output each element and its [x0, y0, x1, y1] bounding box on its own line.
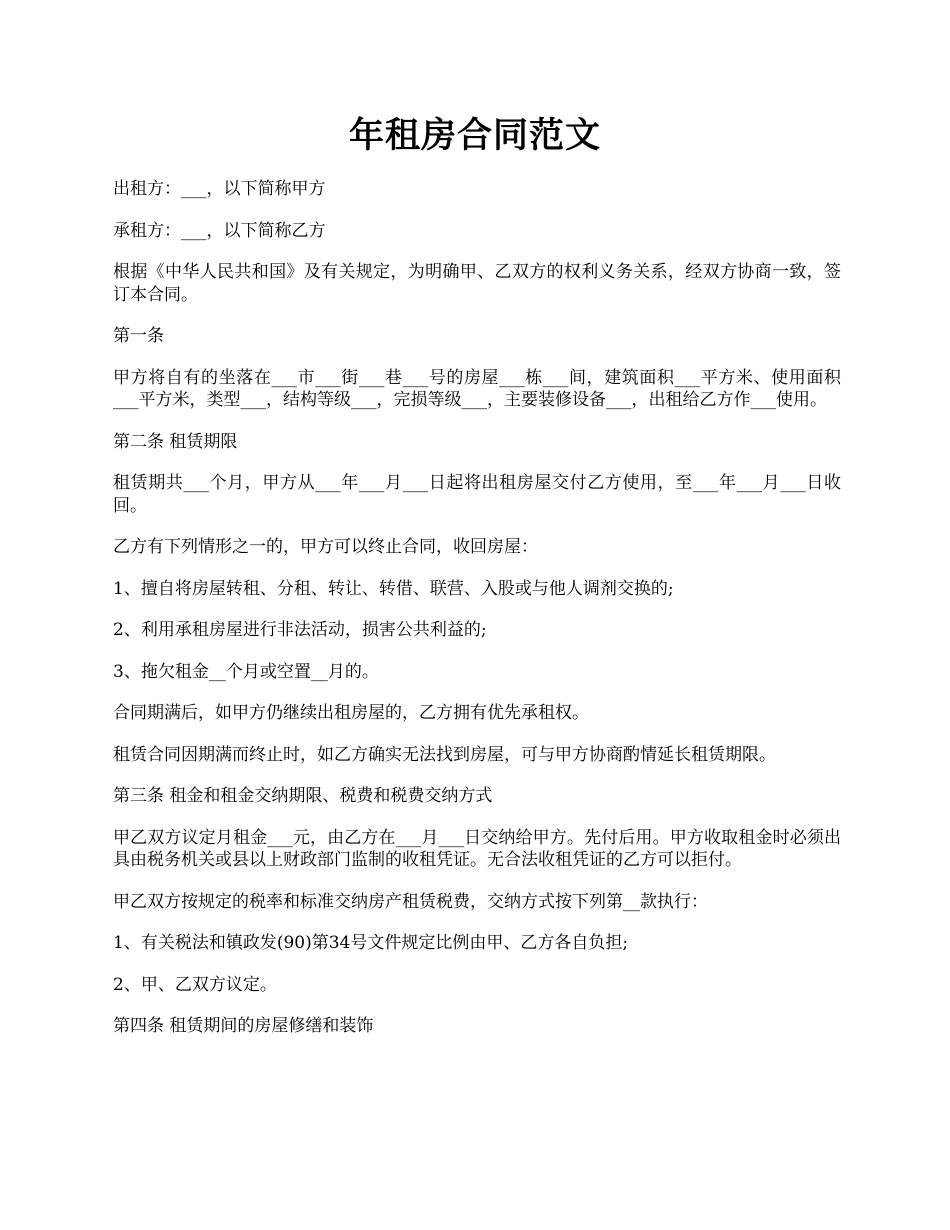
paragraph-tax-payment: 甲乙双方按规定的税率和标准交纳房产租赁税费，交纳方式按下列第__款执行： [113, 891, 708, 912]
article-2-heading: 第二条 租赁期限 [113, 431, 238, 452]
paragraph-preamble: 根据《中华人民共和国》及有关规定，为明确甲、乙双方的权利义务关系，经双方协商一致，签订本合同。 [113, 262, 841, 305]
paragraph-extension: 租赁合同因期满而终止时，如乙方确实无法找到房屋，可与甲方协商酌情延长租赁期限。 [113, 744, 776, 765]
list-item-tax-option-1: 1、有关税法和镇政发(90)第34号文件规定比例由甲、乙方各自负担; [113, 933, 629, 953]
paragraph-priority-lease: 合同期满后，如甲方仍继续出租房屋的，乙方拥有优先承租权。 [113, 703, 589, 723]
paragraph-lease-term: 租赁期共___个月，甲方从___年___月___日起将出租房屋交付乙方使用，至___年___月___日收回。 [113, 473, 841, 516]
list-item-condition-3: 3、拖欠租金__个月或空置__月的。 [113, 661, 379, 682]
paragraph-property-description: 甲方将自有的坐落在___市___街___巷___号的房屋___栋___间，建筑面积___平方米、使用面积___平方米，类型___，结构等级___，完损等级___，主要装修设备___，出租给乙方作___使用。 [113, 367, 841, 410]
list-item-condition-2: 2、利用承租房屋进行非法活动，损害公共利益的; [113, 620, 487, 640]
paragraph-termination-conditions: 乙方有下列情形之一的，甲方可以终止合同，收回房屋： [113, 537, 538, 557]
list-item-tax-option-2: 2、甲、乙双方议定。 [113, 974, 277, 995]
document-title: 年租房合同范文 [348, 115, 601, 156]
paragraph-rent-payment: 甲乙双方议定月租金___元，由乙方在___月___日交纳给甲方。先付后用。甲方收取租金时必须出具由税务机关或县以上财政部门监制的收租凭证。无合法收租凭证的乙方可以拒付。 [113, 827, 841, 870]
article-3-heading: 第三条 租金和租金交纳期限、税费和税费交纳方式 [113, 786, 493, 806]
document-body [113, 178, 841, 1057]
paragraph-lessee: 承租方：___，以下简称乙方 [113, 220, 326, 241]
article-1-heading: 第一条 [113, 326, 164, 346]
article-4-heading: 第四条 租赁期间的房屋修缮和装饰 [113, 1016, 374, 1036]
paragraph-lessor: 出租方：___，以下简称甲方 [113, 179, 326, 199]
list-item-condition-1: 1、擅自将房屋转租、分租、转让、转借、联营、入股或与他人调剂交换的; [113, 578, 674, 599]
